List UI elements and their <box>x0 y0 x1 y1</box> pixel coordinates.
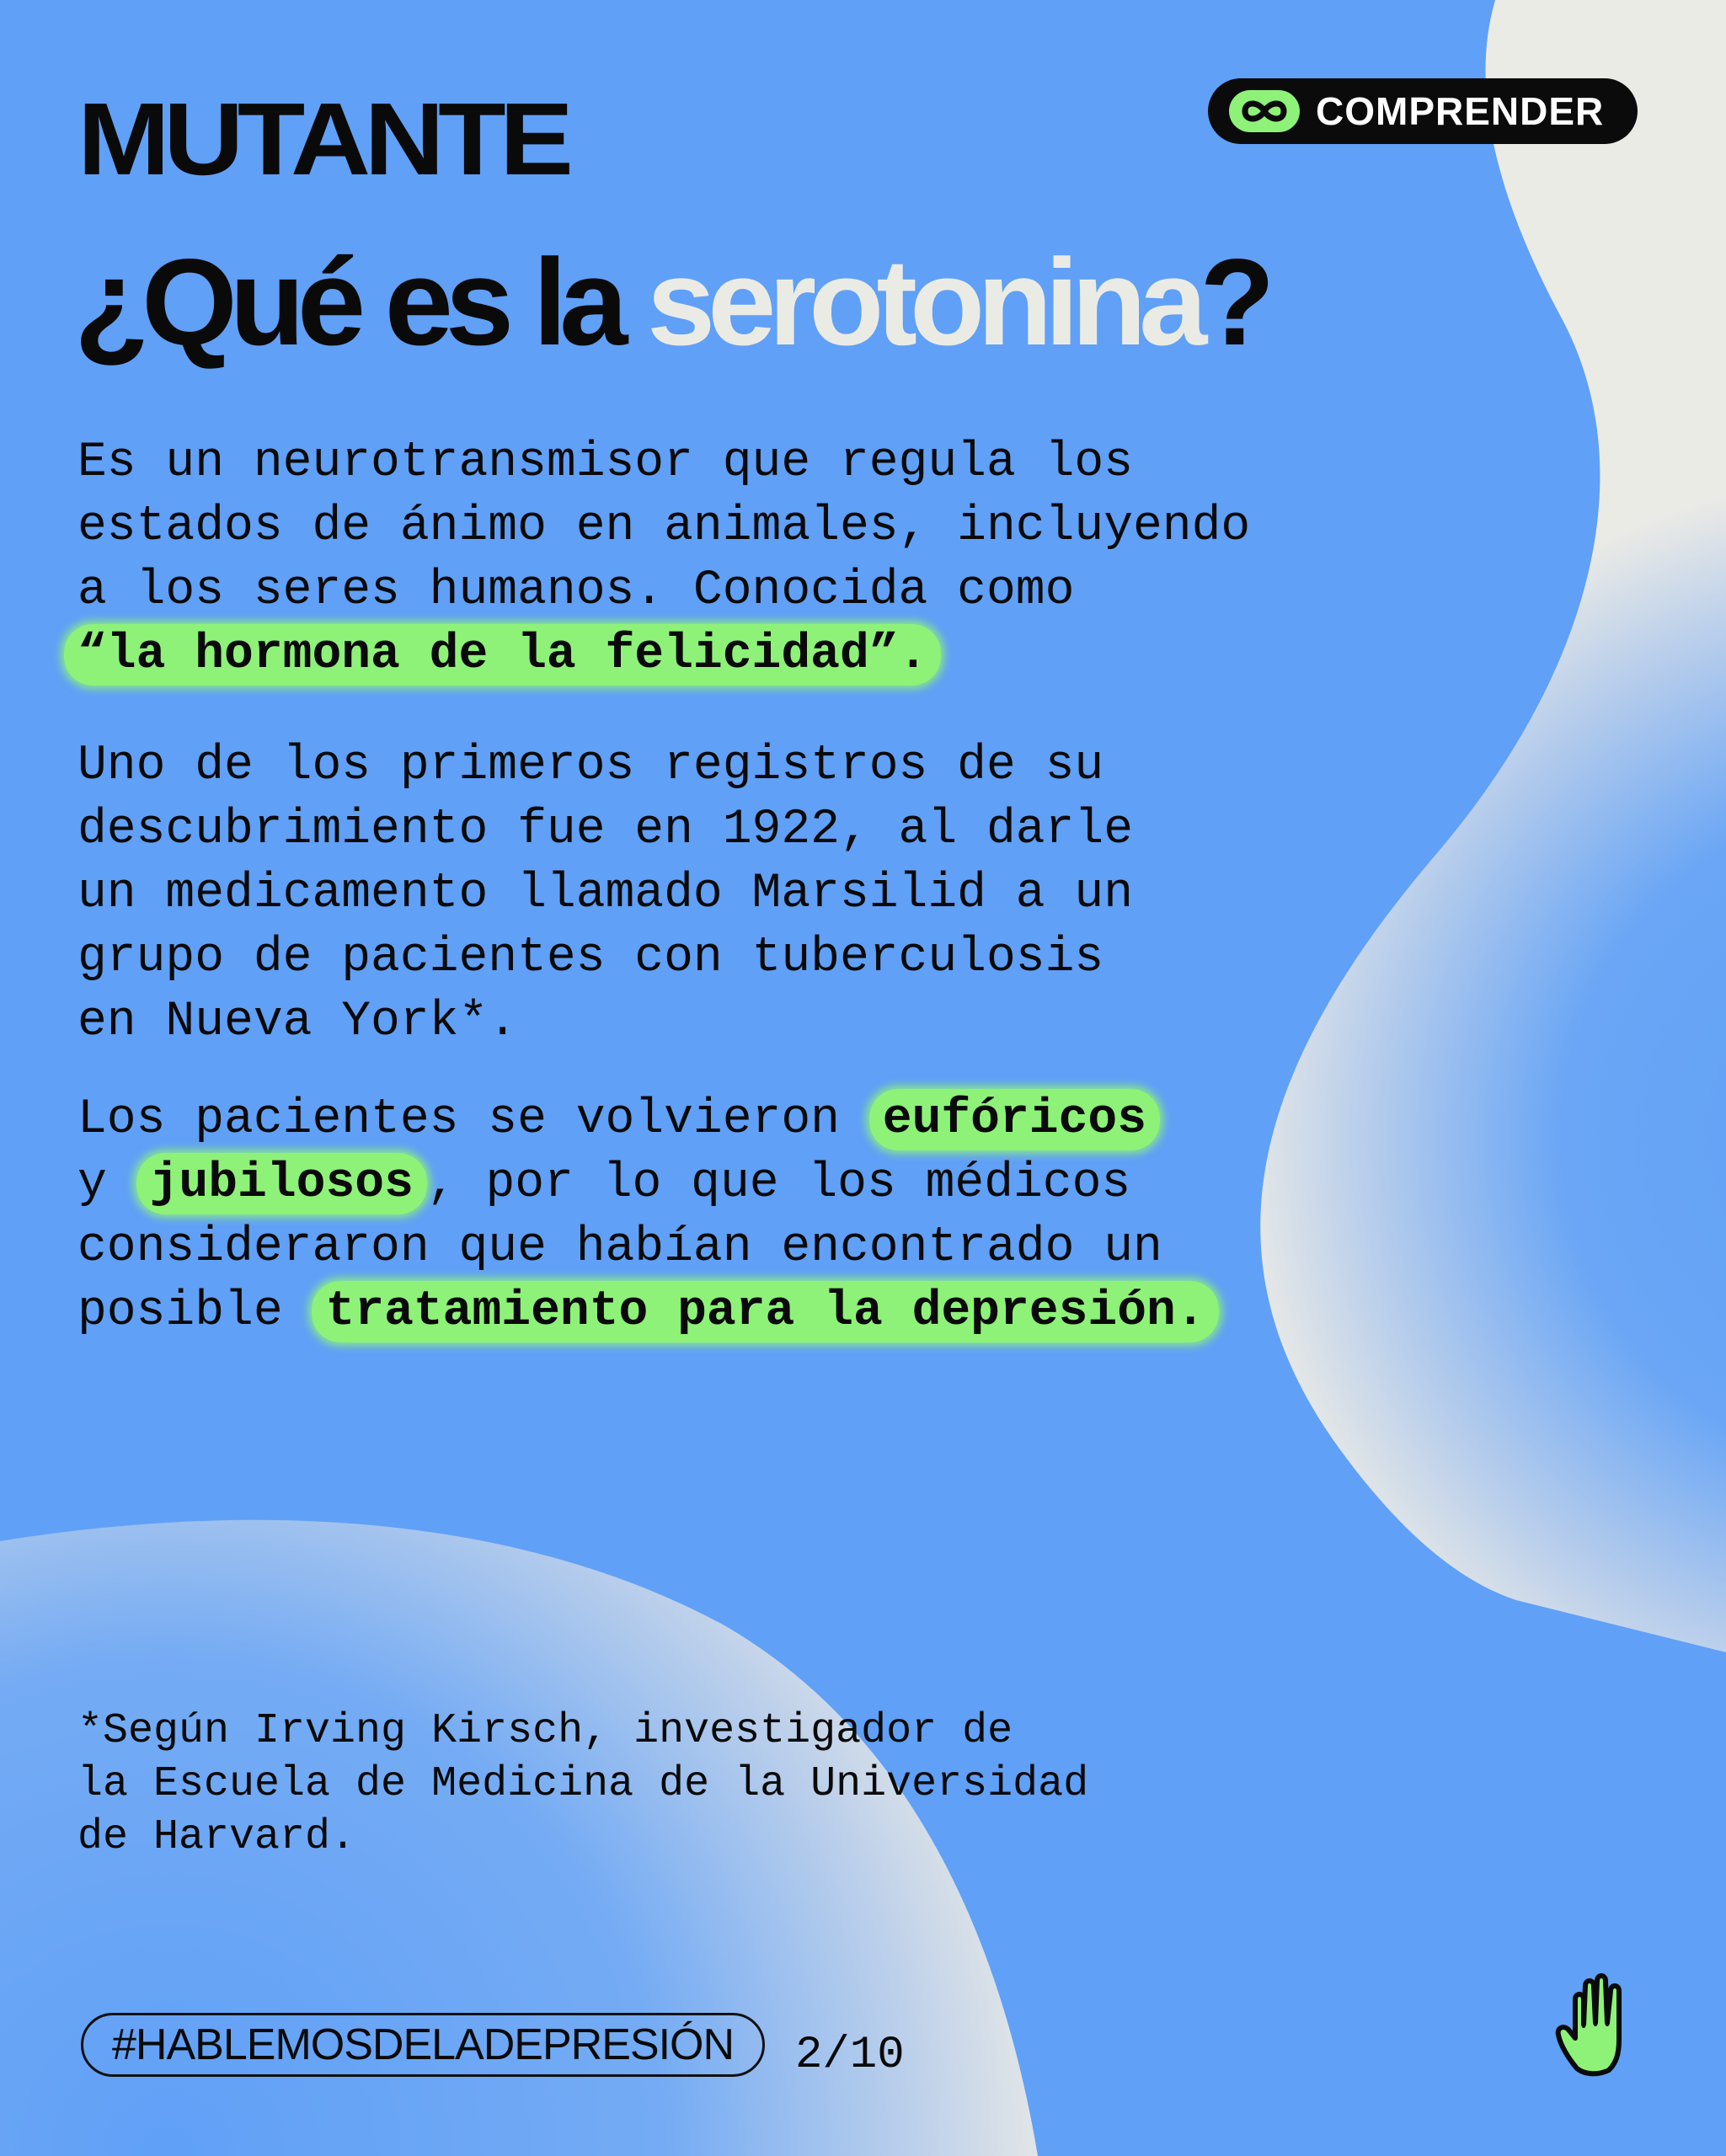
footnote-line: la Escuela de Medicina de la Universidad <box>77 1760 1089 1808</box>
text-line: estados de ánimo en animales, incluyendo <box>77 499 1251 554</box>
page-indicator: 2/10 <box>795 2030 905 2081</box>
text-line: Uno de los primeros registros de su <box>77 739 1104 793</box>
paragraph-patients <box>77 1088 1219 1344</box>
brand-logo: MUTANTE <box>77 82 568 196</box>
highlight-jubilant: jubilosos <box>136 1153 427 1214</box>
category-label: COMPRENDER <box>1316 89 1605 133</box>
text-line: Es un neurotransmisor que regula los <box>77 435 1134 490</box>
page-title <box>74 233 1268 371</box>
footnote-line: *Según Irving Kirsch, investigador de <box>77 1707 1013 1755</box>
title-suffix: ? <box>1200 233 1268 371</box>
highlight-happiness-hormone: “la hormona de la felicidad”. <box>64 624 941 686</box>
text-line <box>77 623 1250 687</box>
footnote-line: de Harvard. <box>77 1813 356 1861</box>
text-segment: Los pacientes se volvieron <box>77 1092 869 1147</box>
highlight-euphoric: eufóricos <box>869 1089 1160 1150</box>
text-line <box>77 1280 1219 1344</box>
infinity-logo-icon <box>1228 89 1301 133</box>
text-line: un medicamento llamado Marsilid a un <box>77 867 1134 921</box>
paragraph-definition <box>77 431 1250 687</box>
highlight-treatment: tratamiento para la depresión. <box>312 1281 1218 1342</box>
text-line: grupo de pacientes con tuberculosis <box>77 931 1104 985</box>
text-line <box>77 1152 1219 1216</box>
text-line: descubrimiento fue en 1922, al darle <box>77 803 1134 857</box>
raised-hand-icon <box>1555 1971 1636 2077</box>
text-segment: , por lo que los médicos <box>426 1156 1131 1211</box>
text-line: en Nueva York*. <box>77 995 518 1049</box>
footnote <box>77 1705 1088 1864</box>
text-line <box>77 1088 1219 1152</box>
category-badge[interactable] <box>1208 78 1638 144</box>
paragraph-discovery <box>77 734 1133 1054</box>
title-highlight: serotonina <box>646 233 1200 371</box>
text-line: consideraron que habían encontrado un <box>77 1220 1162 1275</box>
title-prefix: ¿Qué es la <box>74 233 647 371</box>
hashtag-pill[interactable]: #HABLEMOSDELADEPRESIÓN <box>81 2013 765 2077</box>
text-segment: posible <box>77 1284 313 1339</box>
text-segment: y <box>77 1156 136 1211</box>
right-blob <box>1260 0 1726 1652</box>
text-line: a los seres humanos. Conocida como <box>77 563 1075 618</box>
